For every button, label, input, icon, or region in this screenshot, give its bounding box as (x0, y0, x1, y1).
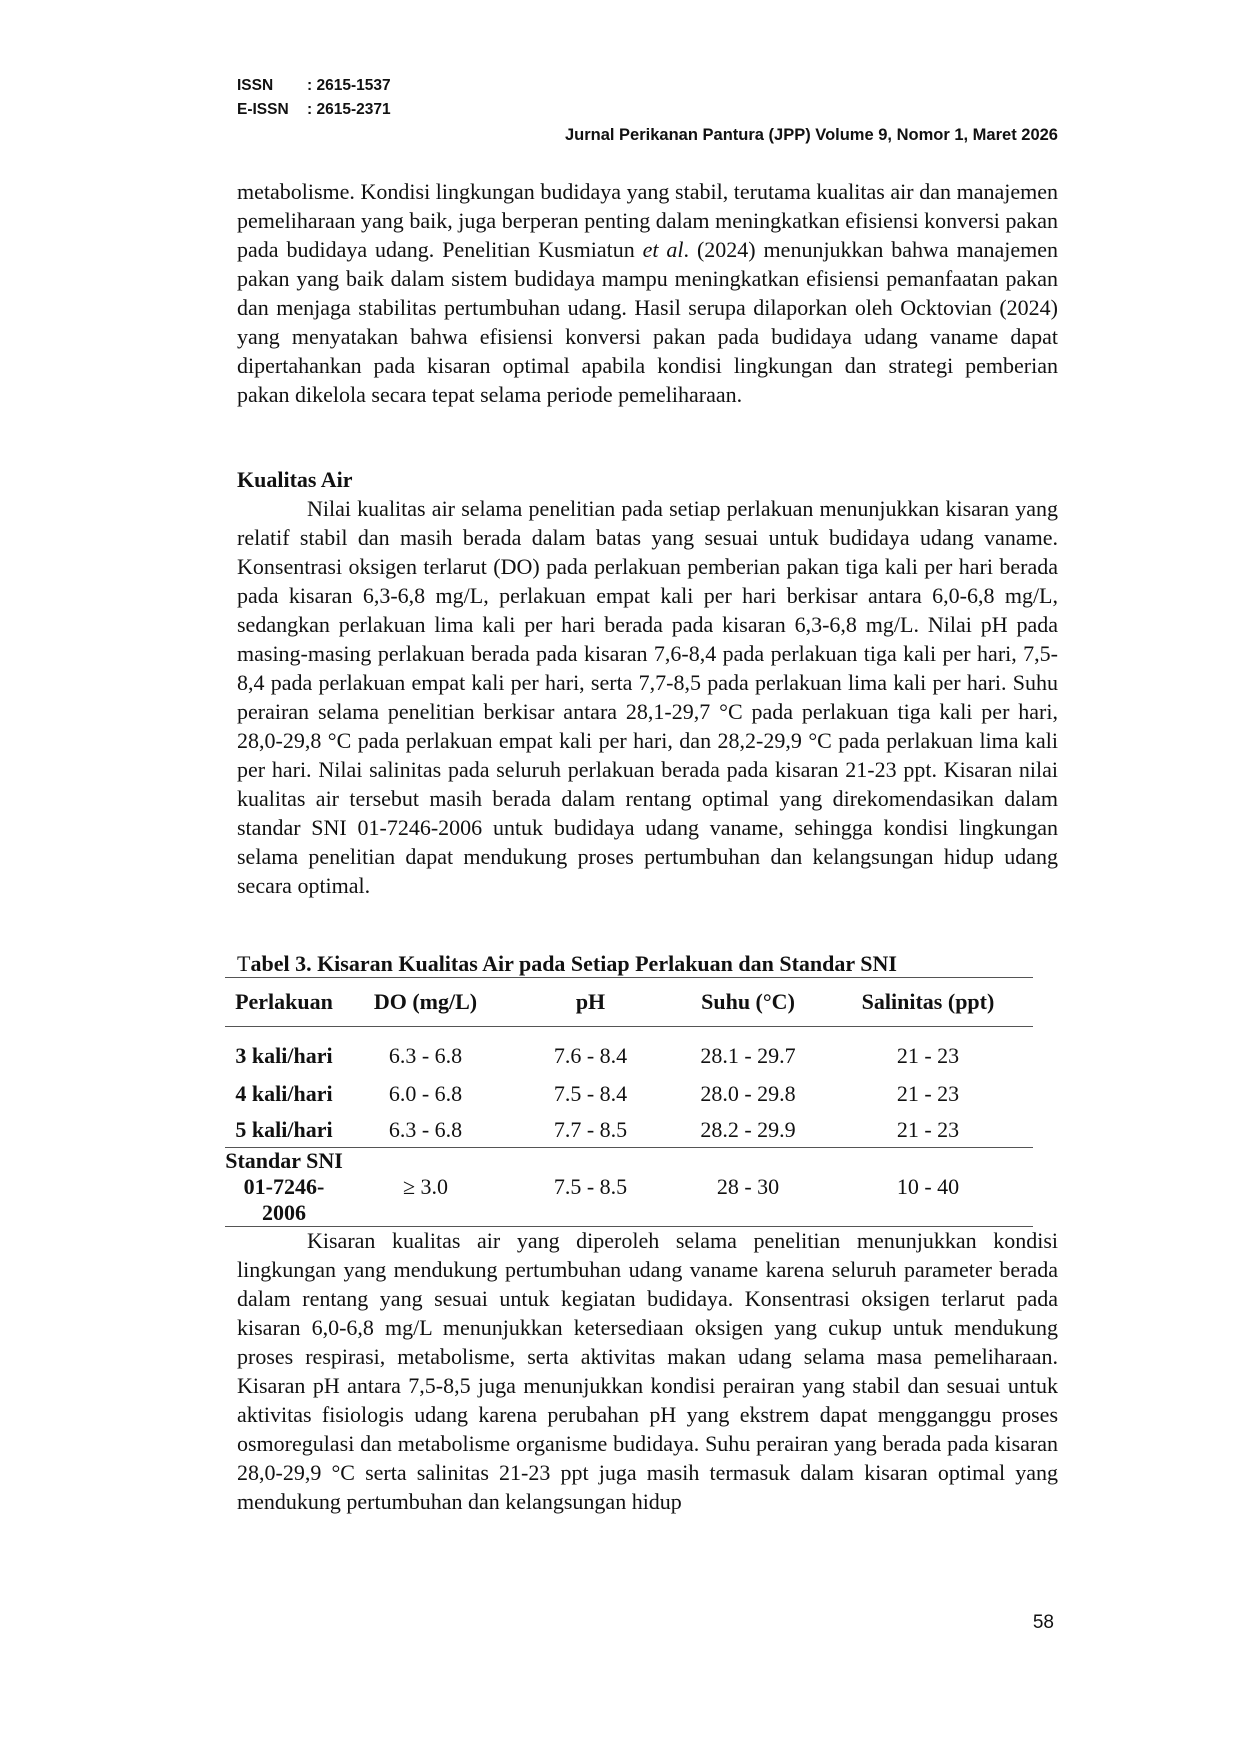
cell-standard-suhu: 28 - 30 (716, 1174, 780, 1199)
cell-ph: 7.7 - 8.5 (553, 1117, 628, 1142)
table-caption-text: abel 3. Kisaran Kualitas Air pada Setiap Perlakuan dan Standar SNI (250, 951, 897, 976)
table-row-standard (225, 1148, 1033, 1227)
header-suhu: Suhu (°C) (701, 989, 795, 1014)
issn-block (237, 74, 391, 122)
issn-label: ISSN (237, 77, 274, 94)
paragraph-discussion: Kisaran kualitas air yang diperoleh selama penelitian menunjukkan kondisi lingkungan yang mendukung pertumbuhan udang vaname karena seluruh parameter berada dalam rentang yang sesuai untuk kegiatan budidaya. Konsentrasi oksigen terlarut pada kisaran 6,0-6,8 mg/L menunjukkan ketersediaan oksigen yang cukup untuk mendukung proses respirasi, metabolisme, serta aktivitas makan udang selama masa pemeliharaan. Kisaran pH antara 7,5-8,5 juga menunjukkan kondisi perairan yang stabil dan sesuai untuk aktivitas fisiologis udang karena perubahan pH yang ekstrem dapat mengganggu proses osmoregulasi dan metabolisme organisme budidaya. Suhu perairan yang berada pada kisaran 28,0-29,9 °C serta salinitas 21-23 ppt juga masih termasuk dalam kisaran optimal yang mendukung pertumbuhan dan kelangsungan hidup (237, 1228, 1058, 1514)
header-salinitas: Salinitas (ppt) (861, 989, 995, 1014)
table-row (225, 1075, 1033, 1113)
table-caption (237, 949, 897, 978)
standard-label-line2: 01-7246-2006 (243, 1174, 325, 1225)
cell-suhu: 28.0 - 29.8 (700, 1081, 796, 1106)
cell-do: 6.0 - 6.8 (388, 1081, 463, 1106)
cell-suhu: 28.1 - 29.7 (700, 1043, 796, 1068)
header-do: DO (mg/L) (373, 989, 478, 1014)
header-perlakuan: Perlakuan (235, 989, 333, 1014)
table-caption-prefix: T (237, 951, 251, 976)
standard-label-line1: Standar SNI (225, 1148, 343, 1173)
header-ph: pH (575, 989, 606, 1014)
page-number: 58 (1032, 1612, 1054, 1633)
cell-perlakuan: 3 kali/hari (235, 1043, 333, 1068)
cell-salinitas: 21 - 23 (896, 1117, 960, 1142)
table-header-row (225, 978, 1033, 1027)
cell-do: 6.3 - 6.8 (388, 1043, 463, 1068)
cell-do: 6.3 - 6.8 (388, 1117, 463, 1142)
table-row (225, 1113, 1033, 1148)
cell-suhu: 28.2 - 29.9 (700, 1117, 796, 1142)
cell-ph: 7.6 - 8.4 (553, 1043, 628, 1068)
cell-perlakuan: 4 kali/hari (235, 1081, 333, 1106)
paragraph1-part1: metabolisme. Kondisi lingkungan budidaya yang stabil, terutama kualitas air dan manajemen pemeliharaan yang baik, juga berperan penting dalam meningkatkan efisiensi konversi pakan pada budidaya udang. Penelitian Kusmiatun (237, 179, 1058, 262)
table-row (225, 1027, 1033, 1076)
cell-standard-label (225, 1148, 343, 1227)
eissn-value: : 2615-2371 (307, 101, 391, 118)
paragraph1-italic: et al (642, 237, 684, 262)
paragraph-metabolisme (237, 177, 1058, 409)
section-heading-kualitas-air: Kualitas Air (237, 467, 353, 492)
cell-standard-do: ≥ 3.0 (402, 1174, 449, 1199)
paragraph-kualitas-air: Nilai kualitas air selama penelitian pada setiap perlakuan menunjukkan kisaran yang relatif stabil dan masih berada dalam batas yang sesuai untuk budidaya udang vaname. Konsentrasi oksigen terlarut (DO) pada perlakuan pemberian pakan tiga kali per hari berada pada kisaran 6,3-6,8 mg/L, perlakuan empat kali per hari berkisar antara 6,0-6,8 mg/L, sedangkan perlakuan lima kali per hari berada pada kisaran 6,3-6,8 mg/L. Nilai pH pada masing-masing perlakuan berada pada kisaran 7,6-8,4 pada perlakuan tiga kali per hari, 7,5-8,4 pada perlakuan empat kali per hari, serta 7,7-8,5 pada perlakuan lima kali per hari. Suhu perairan selama penelitian berkisar antara 28,1-29,7 °C pada perlakuan tiga kali per hari, 28,0-29,8 °C pada perlakuan empat kali per hari, dan 28,2-29,9 °C pada perlakuan lima kali per hari. Nilai salinitas pada seluruh perlakuan berada pada kisaran 21-23 ppt. Kisaran nilai kualitas air tersebut masih berada dalam rentang optimal yang direkomendasikan dalam standar SNI 01-7246-2006 untuk budidaya udang vaname, sehingga kondisi lingkungan selama penelitian dapat mendukung proses pertumbuhan dan kelangsungan hidup udang secara optimal. (237, 496, 1058, 898)
cell-standard-salinitas: 10 - 40 (896, 1174, 960, 1199)
journal-title: Jurnal Perikanan Pantura (JPP) Volume 9, Nomor 1, Maret 2026 (564, 126, 1058, 144)
cell-salinitas: 21 - 23 (896, 1081, 960, 1106)
eissn-row (237, 98, 391, 122)
cell-perlakuan: 5 kali/hari (235, 1117, 333, 1142)
cell-standard-ph: 7.5 - 8.5 (553, 1174, 628, 1199)
issn-row (237, 74, 391, 98)
water-quality-table (225, 977, 1033, 1227)
eissn-label: E-ISSN (237, 101, 289, 118)
cell-salinitas: 21 - 23 (896, 1043, 960, 1068)
paragraph1-part2: . (2024) menunjukkan bahwa manajemen pakan yang baik dalam sistem budidaya mampu meningkatkan efisiensi pemanfaatan pakan dan menjaga stabilitas pertumbuhan udang. Hasil serupa dilaporkan oleh Ocktovian (2024) yang menyatakan bahwa efisiensi konversi pakan pada budidaya udang vaname dapat dipertahankan pada kisaran optimal apabila kondisi lingkungan dan strategi pemberian pakan dikelola secara tepat selama periode pemeliharaan. (237, 237, 1058, 407)
cell-ph: 7.5 - 8.4 (553, 1081, 628, 1106)
issn-value: : 2615-1537 (307, 77, 391, 94)
